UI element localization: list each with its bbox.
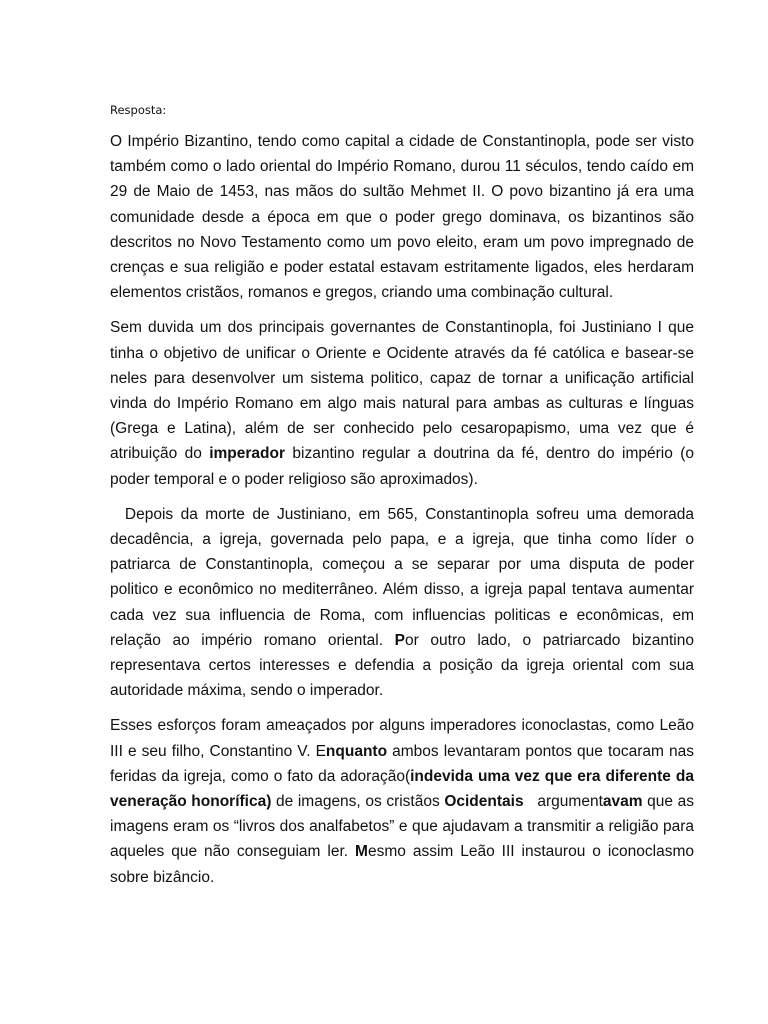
paragraph-4-bold-1: nquanto <box>325 742 388 760</box>
paragraph-2-bold-1: imperador <box>209 445 286 463</box>
paragraph-4-text-f: que as imagens eram os “livros dos analfabetos” e que ajudavam a transmitir a religião para aqueles que não conseguiam ler. <box>110 793 694 861</box>
answer-label: Resposta: <box>110 103 167 117</box>
paragraph-3-text-a: Depois da morte de Justiniano, em 565, Constantinopla sofreu uma demorada decadência, a igreja, governada pelo papa, e a igreja, que tinha como líder o patriarca de Constantinopla, começou a se separar por uma disputa de poder politico e econômico no mediterrâneo. Além disso, a igreja papal tentava aumentar cada vez sua influencia de Roma, com influencias politicas e econômicas, em relação ao império romano oriental. <box>110 505 694 649</box>
paragraph-4-bold-4: avam <box>602 793 643 811</box>
paragraph-4-text-e: argument <box>523 793 603 811</box>
paragraph-4-bold-2: indevida uma vez que era diferente da veneração honorífica) <box>110 767 694 811</box>
paragraph-4-text-g: esmo assim Leão III instaurou o iconoclasmo sobre bizâncio. <box>110 843 694 886</box>
paragraph-1 <box>110 129 694 305</box>
paragraph-4-bold-3: Ocidentais <box>444 793 524 811</box>
document-page <box>110 103 694 900</box>
paragraph-3-bold-1: P <box>394 631 405 649</box>
paragraph-2 <box>110 315 694 491</box>
paragraph-4-text-d: de imagens, os cristãos <box>271 793 445 811</box>
paragraph-4 <box>110 713 694 889</box>
paragraph-3 <box>110 502 694 704</box>
paragraph-4-text-a: Esses esforços foram ameaçados por alguns imperadores iconoclastas, como Leão III e seu filho, Constantino V. E <box>110 717 694 760</box>
paragraph-4-bold-5: M <box>355 843 368 861</box>
paragraph-2-text-c: bizantino regular a doutrina da fé, dentro do império (o poder temporal e o poder religioso são aproximados). <box>110 445 695 488</box>
paragraph-3-text-c: or outro lado, o patriarcado bizantino representava certos interesses e defendia a posição da igreja oriental com sua autoridade máxima, sendo o imperador. <box>110 631 694 700</box>
paragraph-4-text-c: ambos levantaram pontos que tocaram nas feridas da igreja, como o fato da adoração( <box>110 742 694 785</box>
paragraph-1-text: O Império Bizantino, tendo como capital a cidade de Constantinopla, pode ser visto também como o lado oriental do Império Romano, durou 11 séculos, tendo caído em 29 de Maio de 1453, nas mãos do sultão Mehmet II. O povo bizantino já era uma comunidade desde a época em que o poder grego dominava, os bizantinos são descritos no Novo Testamento como um povo eleito, eram um povo impregnado de crenças e sua religião e poder estatal estavam estritamente ligados, eles herdaram elementos cristãos, romanos e gregos, criando uma combinação cultural. <box>110 133 694 302</box>
paragraph-2-text-a: Sem duvida um dos principais governantes de Constantinopla, foi Justiniano I que tinha o objetivo de unificar o Oriente e Ocidente através da fé católica e basear-se neles para desenvolver um sistema politico, capaz de tornar a unificação artificial vinda do Império Romano em algo mais natural para ambas as culturas e línguas (Grega e Latina), além de ser conhecido pelo cesaropapismo, uma vez que é atribuição do <box>110 319 694 463</box>
